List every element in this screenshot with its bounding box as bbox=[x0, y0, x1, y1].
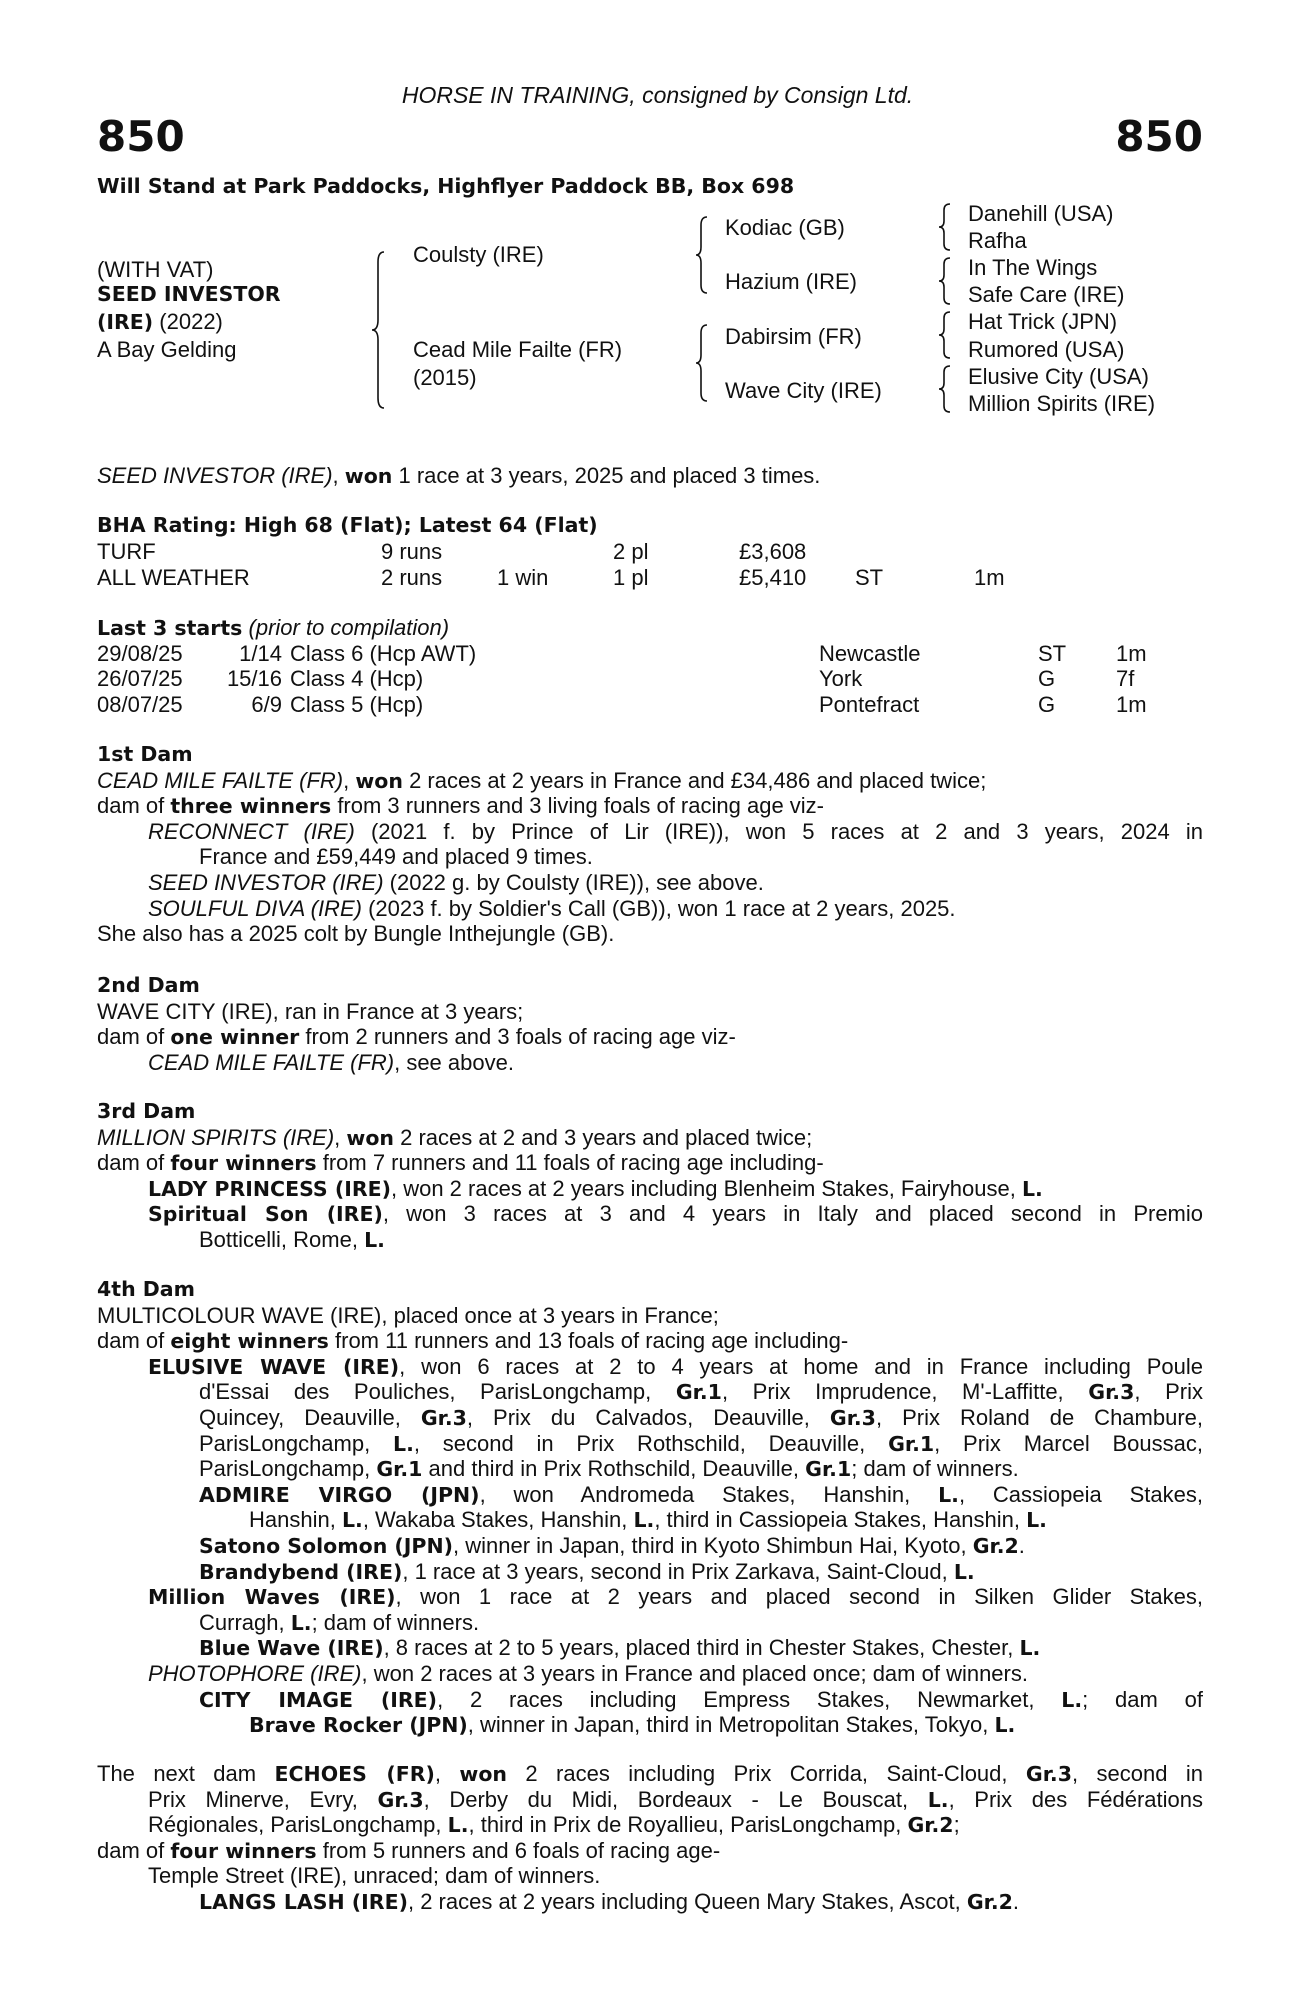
text-segment: , bbox=[343, 767, 356, 793]
text-segment: ParisLongchamp, bbox=[199, 1430, 393, 1456]
text-line bbox=[97, 768, 1203, 794]
grandparent: Rumored (USA) bbox=[968, 337, 1125, 362]
section-heading: 2nd Dam bbox=[97, 973, 200, 997]
text-segment: LADY PRINCESS (IRE) bbox=[148, 1176, 391, 1201]
text-segment: from 11 runners and 13 foals of racing age including- bbox=[328, 1328, 849, 1354]
text-segment: from 3 runners and 3 living foals of racing age viz- bbox=[331, 793, 825, 819]
text-line bbox=[97, 1863, 1203, 1889]
brace-icon bbox=[938, 256, 954, 306]
text-segment: CEAD MILE FAILTE (FR) bbox=[148, 1049, 395, 1075]
text-segment: Curragh, bbox=[199, 1609, 291, 1635]
text-segment: four winners bbox=[170, 1151, 317, 1176]
text-segment: , second in Prix Rothschild, Deauville, bbox=[413, 1430, 889, 1456]
text-segment: Brandybend (IRE) bbox=[199, 1559, 403, 1584]
start-course: York bbox=[819, 666, 863, 692]
text-line bbox=[97, 1610, 1203, 1636]
start-distance: 1m bbox=[1116, 691, 1147, 717]
text-segment: from 7 runners and 11 foals of racing age including- bbox=[316, 1150, 824, 1176]
text-line bbox=[97, 1201, 1203, 1227]
text-segment: Gr.2 bbox=[972, 1533, 1019, 1558]
summary-won: won bbox=[344, 464, 393, 488]
text-segment: , second in bbox=[1072, 1761, 1203, 1786]
start-class: Class 6 (Hcp AWT) bbox=[290, 641, 477, 666]
lot-number-left: 850 bbox=[97, 112, 185, 161]
text-segment: , Wakaba Stakes, Hanshin, bbox=[362, 1507, 634, 1533]
text-segment: ADMIRE VIRGO (JPN) bbox=[199, 1482, 480, 1507]
grandparent: Hat Trick (JPN) bbox=[968, 309, 1118, 334]
text-segment: dam of bbox=[97, 1328, 171, 1354]
text-segment: L. bbox=[953, 1559, 975, 1584]
start-position: 6/9 bbox=[251, 691, 282, 717]
rating-surface: ALL WEATHER bbox=[97, 565, 250, 590]
text-segment: , 2 races including Empress Stakes, Newmarket, bbox=[437, 1686, 1062, 1712]
text-line bbox=[97, 1024, 1203, 1050]
text-segment: SOULFUL DIVA (IRE) bbox=[148, 895, 362, 921]
text-line bbox=[97, 1050, 1203, 1076]
text-line bbox=[97, 1812, 1203, 1838]
text-line bbox=[97, 1889, 1203, 1915]
text-segment: Gr.1 bbox=[376, 1457, 423, 1482]
text-segment: . bbox=[1012, 1888, 1020, 1914]
text-segment: L. bbox=[341, 1508, 363, 1533]
text-segment: L. bbox=[393, 1431, 414, 1456]
text-segment: L. bbox=[1019, 1636, 1041, 1661]
stable-location: Will Stand at Park Paddocks, Highflyer Paddock BB, Box 698 bbox=[97, 174, 795, 198]
text-segment: dam of bbox=[97, 1024, 171, 1050]
text-segment: Gr.2 bbox=[966, 1889, 1013, 1914]
summary-rest: 1 race at 3 years, 2025 and placed 3 times. bbox=[392, 463, 821, 488]
horse-name: SEED INVESTOR bbox=[97, 282, 281, 306]
start-position: 15/16 bbox=[226, 666, 282, 692]
text-segment: Hanshin, bbox=[249, 1507, 342, 1533]
text-segment: dam of bbox=[97, 1837, 171, 1863]
text-segment: MILLION SPIRITS (IRE) bbox=[97, 1124, 335, 1150]
text-line bbox=[97, 1687, 1203, 1713]
text-segment: from 5 runners and 6 foals of racing age- bbox=[316, 1837, 721, 1863]
bha-rating: BHA Rating: High 68 (Flat); Latest 64 (Flat) bbox=[97, 513, 598, 537]
dam-section bbox=[97, 1761, 1203, 1915]
grandparent: Safe Care (IRE) bbox=[968, 282, 1125, 307]
text-segment: L. bbox=[364, 1227, 385, 1252]
text-segment: ELUSIVE WAVE (IRE) bbox=[148, 1354, 400, 1379]
text-line bbox=[97, 1635, 1203, 1661]
text-segment: , won 1 race at 2 years and placed second in Silken Glider Stakes, bbox=[395, 1584, 1203, 1610]
text-segment: Gr.1 bbox=[805, 1457, 852, 1482]
text-segment: , Prix du Calvados, Deauville, bbox=[466, 1404, 830, 1430]
text-segment: , won 2 races at 2 years including Blenheim Stakes, Fairyhouse, bbox=[390, 1175, 1022, 1201]
text-segment: L. bbox=[994, 1713, 1016, 1738]
brace-icon bbox=[695, 215, 711, 295]
text-segment: Brave Rocker (JPN) bbox=[249, 1713, 468, 1738]
text-segment: ; dam of winners. bbox=[851, 1456, 1019, 1482]
text-line bbox=[97, 896, 1203, 922]
horse-description: A Bay Gelding bbox=[97, 337, 237, 362]
text-segment: ; bbox=[953, 1812, 960, 1838]
text-line bbox=[97, 1328, 1203, 1354]
text-line bbox=[97, 1176, 1203, 1202]
text-segment: L. bbox=[938, 1482, 959, 1507]
text-segment: Spiritual Son (IRE) bbox=[148, 1202, 383, 1227]
text-line bbox=[97, 1661, 1203, 1687]
text-line bbox=[97, 1838, 1203, 1864]
text-segment: won bbox=[459, 1762, 508, 1786]
text-line bbox=[97, 1227, 1203, 1253]
text-line bbox=[97, 870, 1203, 896]
text-line bbox=[97, 1431, 1203, 1457]
text-segment: , won 2 races at 3 years in France and placed once; dam of winners. bbox=[361, 1660, 1028, 1686]
text-segment: , Cassiopeia Stakes, bbox=[958, 1481, 1203, 1507]
text-segment: , third in Cassiopeia Stakes, Hanshin, bbox=[654, 1507, 1027, 1533]
text-segment: , bbox=[434, 1761, 460, 1786]
rating-prize: £5,410 bbox=[739, 565, 807, 590]
text-segment: dam of bbox=[97, 793, 171, 819]
text-segment: , Prix bbox=[1134, 1379, 1203, 1405]
last-starts-title bbox=[97, 615, 449, 642]
dam-sire: Dabirsim (FR) bbox=[725, 324, 862, 349]
text-segment: Régionales, ParisLongchamp, bbox=[148, 1812, 448, 1838]
grandparent: In The Wings bbox=[968, 255, 1098, 280]
text-line bbox=[97, 1379, 1203, 1405]
dam-section bbox=[97, 1099, 1203, 1253]
text-segment: Blue Wave (IRE) bbox=[199, 1636, 384, 1661]
vat-note: (WITH VAT) bbox=[97, 257, 214, 282]
text-segment: , 8 races at 2 to 5 years, placed third in Chester Stakes, Chester, bbox=[383, 1635, 1020, 1661]
text-segment: CEAD MILE FAILTE (FR) bbox=[97, 767, 344, 793]
text-segment: one winner bbox=[170, 1025, 300, 1050]
text-line bbox=[97, 1150, 1203, 1176]
text-segment: Gr.3 bbox=[829, 1405, 876, 1430]
text-segment: 2 races at 2 and 3 years and placed twice; bbox=[394, 1124, 813, 1150]
text-segment: PHOTOPHORE (IRE) bbox=[148, 1660, 362, 1686]
text-line bbox=[97, 844, 1203, 870]
text-segment: , Derby du Midi, Bordeaux - Le Bouscat, bbox=[423, 1786, 928, 1812]
text-segment: CITY IMAGE (IRE) bbox=[199, 1687, 438, 1712]
text-segment: eight winners bbox=[170, 1329, 329, 1354]
last-starts-note: (prior to compilation) bbox=[248, 615, 450, 640]
horse-country-year bbox=[97, 309, 223, 336]
lot-number-right: 850 bbox=[1115, 112, 1203, 161]
text-segment: Gr.3 bbox=[377, 1787, 424, 1812]
text-segment: Gr.3 bbox=[1088, 1380, 1135, 1405]
grandparent: Elusive City (USA) bbox=[968, 364, 1149, 389]
start-distance: 1m bbox=[1116, 641, 1147, 666]
text-line bbox=[97, 1533, 1203, 1559]
dam-section bbox=[97, 973, 1203, 1075]
text-line bbox=[97, 819, 1203, 845]
summary-name: SEED INVESTOR (IRE) bbox=[97, 463, 333, 488]
text-segment: Gr.3 bbox=[420, 1405, 467, 1430]
start-position: 1/14 bbox=[239, 641, 282, 666]
horse-country: (IRE) bbox=[97, 310, 154, 334]
text-line bbox=[97, 1761, 1203, 1787]
text-line bbox=[97, 1787, 1203, 1813]
text-segment: Botticelli, Rome, bbox=[199, 1226, 365, 1252]
start-course: Newcastle bbox=[819, 641, 921, 666]
text-line bbox=[97, 1584, 1203, 1610]
grandparent: Rafha bbox=[968, 228, 1027, 253]
text-segment: won bbox=[346, 1125, 395, 1150]
text-segment: Million Waves (IRE) bbox=[148, 1585, 396, 1610]
text-line bbox=[97, 1303, 1203, 1329]
dam: Cead Mile Failte (FR) bbox=[413, 337, 623, 362]
text-segment: WAVE CITY (IRE), ran in France at 3 years; bbox=[97, 998, 524, 1024]
text-segment: L. bbox=[1026, 1508, 1047, 1533]
text-line bbox=[97, 1456, 1203, 1482]
text-segment: RECONNECT (IRE) bbox=[148, 818, 355, 844]
text-segment: 2 races including Prix Corrida, Saint-Cloud, bbox=[507, 1761, 1026, 1786]
text-segment: , won Andromeda Stakes, Hanshin, bbox=[479, 1481, 939, 1507]
text-segment: L. bbox=[633, 1508, 655, 1533]
rating-wins: 1 win bbox=[497, 565, 549, 590]
brace-icon bbox=[370, 250, 390, 410]
text-segment: , Prix Roland de Chambure, bbox=[875, 1404, 1203, 1430]
text-line bbox=[97, 1125, 1203, 1151]
start-distance: 7f bbox=[1116, 666, 1135, 692]
text-segment: Gr.3 bbox=[1025, 1762, 1072, 1786]
brace-icon bbox=[695, 323, 711, 403]
text-segment: ECHOES (FR) bbox=[274, 1762, 435, 1786]
text-segment: LANGS LASH (IRE) bbox=[199, 1889, 408, 1914]
sire-sire: Kodiac (GB) bbox=[725, 215, 845, 240]
rating-dist: 1m bbox=[974, 565, 1005, 590]
text-segment: four winners bbox=[170, 1838, 317, 1863]
text-segment: 2 races at 2 years in France and £34,486 and placed twice; bbox=[402, 767, 987, 793]
text-segment: Prix Minerve, Evry, bbox=[148, 1786, 378, 1812]
rating-surface: TURF bbox=[97, 539, 156, 564]
race-summary bbox=[97, 463, 820, 490]
text-segment: , Prix Marcel Boussac, bbox=[934, 1430, 1203, 1456]
rating-placed: 1 pl bbox=[613, 565, 649, 590]
text-segment: . bbox=[1018, 1532, 1025, 1558]
horse-year: (2022) bbox=[159, 309, 223, 334]
text-segment: , bbox=[334, 1124, 347, 1150]
grandparent: Million Spirits (IRE) bbox=[968, 391, 1156, 416]
section-heading: 1st Dam bbox=[97, 742, 193, 766]
dam-year: (2015) bbox=[413, 365, 477, 390]
start-date: 26/07/25 bbox=[97, 666, 183, 692]
text-segment: d'Essai des Pouliches, ParisLongchamp, bbox=[199, 1379, 676, 1405]
text-segment: , winner in Japan, third in Metropolitan Stakes, Tokyo, bbox=[467, 1712, 995, 1738]
text-segment: from 2 runners and 3 foals of racing age viz- bbox=[299, 1024, 736, 1050]
text-line bbox=[97, 1482, 1203, 1508]
text-line bbox=[97, 1559, 1203, 1585]
start-going: G bbox=[1038, 691, 1056, 717]
dam-dam: Wave City (IRE) bbox=[725, 378, 882, 403]
text-segment: The next dam bbox=[97, 1761, 275, 1786]
rating-runs: 9 runs bbox=[381, 539, 443, 564]
text-segment: , 2 races at 2 years including Queen Mary Stakes, Ascot, bbox=[407, 1888, 967, 1914]
text-segment: ; dam of winners. bbox=[311, 1609, 480, 1635]
text-line bbox=[97, 999, 1203, 1025]
text-segment: ; dam of bbox=[1082, 1686, 1203, 1712]
grandparent: Danehill (USA) bbox=[968, 201, 1114, 226]
text-segment: , Prix des Fédérations bbox=[948, 1786, 1203, 1812]
sire-dam: Hazium (IRE) bbox=[725, 269, 858, 294]
text-segment: , 1 race at 3 years, second in Prix Zarkava, Saint-Cloud, bbox=[402, 1558, 954, 1584]
text-segment: MULTICOLOUR WAVE (IRE), placed once at 3 years in France; bbox=[97, 1302, 719, 1328]
text-segment: (2022 g. by Coulsty (IRE)), see above. bbox=[383, 869, 764, 895]
text-line bbox=[97, 1354, 1203, 1380]
text-segment: , third in Prix de Royallieu, ParisLongchamp, bbox=[468, 1812, 908, 1838]
start-course: Pontefract bbox=[819, 691, 920, 717]
brace-icon bbox=[938, 364, 954, 414]
rating-going: ST bbox=[855, 565, 884, 590]
text-segment: won bbox=[355, 768, 403, 793]
last-starts-label: Last 3 starts bbox=[97, 616, 243, 640]
text-segment: L. bbox=[447, 1813, 469, 1838]
text-segment: Gr.1 bbox=[675, 1380, 722, 1405]
text-segment: L. bbox=[290, 1610, 312, 1635]
text-line bbox=[97, 793, 1203, 819]
text-segment: Quincey, Deauville, bbox=[199, 1404, 421, 1430]
brace-icon bbox=[938, 310, 954, 360]
text-segment: Gr.1 bbox=[888, 1431, 935, 1456]
start-going: G bbox=[1038, 666, 1056, 692]
text-segment: , won 3 races at 3 and 4 years in Italy and placed second in Premio bbox=[382, 1201, 1203, 1227]
rating-runs: 2 runs bbox=[381, 565, 443, 590]
rating-placed: 2 pl bbox=[613, 539, 649, 564]
text-segment: and third in Prix Rothschild, Deauville, bbox=[422, 1456, 806, 1482]
text-line bbox=[97, 1507, 1203, 1533]
text-segment: , see above. bbox=[394, 1049, 514, 1075]
text-segment: She also has a 2025 colt by Bungle Inthejungle (GB). bbox=[97, 921, 615, 947]
start-date: 08/07/25 bbox=[97, 691, 183, 717]
text-segment: dam of bbox=[97, 1150, 171, 1176]
text-segment: L. bbox=[1021, 1176, 1043, 1201]
consignment-header: HORSE IN TRAINING, consigned by Consign Ltd. bbox=[401, 82, 914, 108]
text-segment: L. bbox=[927, 1787, 949, 1812]
text-segment: Gr.2 bbox=[907, 1813, 954, 1838]
text-segment: , won 6 races at 2 to 4 years at home and in France including Poule bbox=[399, 1353, 1203, 1379]
text-segment: Temple Street (IRE), unraced; dam of winners. bbox=[148, 1863, 601, 1889]
dam-section bbox=[97, 1277, 1203, 1738]
text-segment: (2023 f. by Soldier's Call (GB)), won 1 race at 2 years, 2025. bbox=[361, 895, 956, 921]
start-date: 29/08/25 bbox=[97, 641, 183, 666]
sire: Coulsty (IRE) bbox=[413, 242, 544, 267]
start-going: ST bbox=[1038, 641, 1067, 666]
start-class: Class 5 (Hcp) bbox=[290, 691, 424, 717]
section-heading: 4th Dam bbox=[97, 1277, 196, 1301]
section-heading: 3rd Dam bbox=[97, 1099, 196, 1123]
text-segment: , Prix Imprudence, M'-Laffitte, bbox=[721, 1379, 1089, 1405]
text-segment: SEED INVESTOR (IRE) bbox=[148, 869, 384, 895]
dam-section bbox=[97, 742, 1203, 947]
brace-icon bbox=[938, 202, 954, 252]
text-segment: (2021 f. by Prince of Lir (IRE)), won 5 races at 2 and 3 years, 2024 in bbox=[354, 818, 1203, 844]
text-segment: three winners bbox=[170, 794, 332, 819]
text-segment: ParisLongchamp, bbox=[199, 1456, 377, 1482]
text-segment: Satono Solomon (JPN) bbox=[199, 1533, 453, 1558]
start-class: Class 4 (Hcp) bbox=[290, 666, 424, 692]
text-line bbox=[97, 1405, 1203, 1431]
text-line bbox=[97, 1712, 1203, 1738]
text-segment: France and £59,449 and placed 9 times. bbox=[199, 844, 593, 870]
text-segment: , winner in Japan, third in Kyoto Shimbun Hai, Kyoto, bbox=[452, 1532, 973, 1558]
text-line bbox=[97, 921, 1203, 947]
summary-sep: , bbox=[332, 463, 345, 488]
text-segment: L. bbox=[1061, 1687, 1083, 1712]
rating-prize: £3,608 bbox=[739, 539, 807, 564]
